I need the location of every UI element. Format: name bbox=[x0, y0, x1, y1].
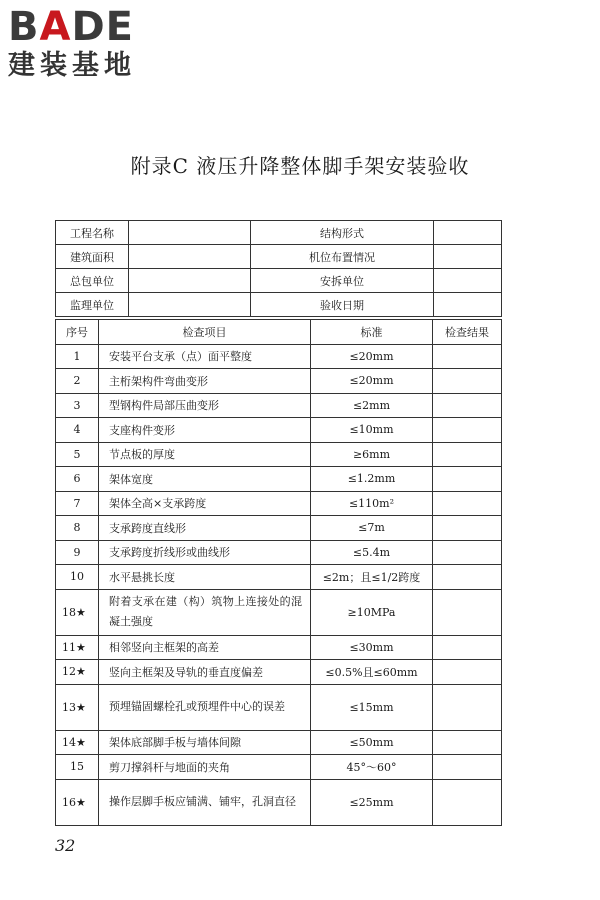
row-standard: 45°～60° bbox=[311, 755, 433, 780]
table-row bbox=[56, 516, 502, 541]
row-standard: ≤2mm bbox=[311, 393, 433, 418]
info-row bbox=[56, 293, 502, 317]
table-row bbox=[56, 491, 502, 516]
row-number: 18★ bbox=[56, 589, 99, 635]
table-row bbox=[56, 779, 502, 825]
row-result[interactable] bbox=[433, 516, 502, 541]
info-row bbox=[56, 245, 502, 269]
row-standard: ≤15mm bbox=[311, 684, 433, 730]
row-item: 剪刀撑斜杆与地面的夹角 bbox=[99, 755, 311, 780]
logo-subtitle: 建装基地 bbox=[8, 50, 136, 81]
table-row bbox=[56, 467, 502, 492]
info-label: 监理单位 bbox=[56, 293, 129, 317]
row-item: 相邻竖向主框架的高差 bbox=[99, 635, 311, 660]
row-number: 6 bbox=[56, 467, 99, 492]
row-number: 13★ bbox=[56, 684, 99, 730]
info-label: 验收日期 bbox=[251, 293, 434, 317]
table-row bbox=[56, 418, 502, 443]
row-item: 架体宽度 bbox=[99, 467, 311, 492]
table-row bbox=[56, 442, 502, 467]
row-standard: ≤10mm bbox=[311, 418, 433, 443]
logo-wordmark: BADE bbox=[8, 4, 134, 50]
info-row bbox=[56, 269, 502, 293]
row-standard: ≤0.5%且≤60mm bbox=[311, 660, 433, 685]
row-item: 水平悬挑长度 bbox=[99, 565, 311, 590]
table-row bbox=[56, 660, 502, 685]
row-result[interactable] bbox=[433, 755, 502, 780]
brand-logo bbox=[8, 6, 178, 82]
info-label: 工程名称 bbox=[56, 221, 129, 245]
row-number: 4 bbox=[56, 418, 99, 443]
page-title: 附录C 液压升降整体脚手架安装验收 bbox=[130, 154, 470, 178]
row-number: 15 bbox=[56, 755, 99, 780]
page-number: 32 bbox=[55, 836, 76, 855]
info-label: 机位布置情况 bbox=[251, 245, 434, 269]
row-standard: ≤110m² bbox=[311, 491, 433, 516]
row-standard: ≥10MPa bbox=[311, 589, 433, 635]
row-result[interactable] bbox=[433, 589, 502, 635]
row-result[interactable] bbox=[433, 779, 502, 825]
table-row bbox=[56, 730, 502, 755]
table-row bbox=[56, 369, 502, 394]
row-standard: ≤50mm bbox=[311, 730, 433, 755]
row-standard: ≤20mm bbox=[311, 369, 433, 394]
row-number: 5 bbox=[56, 442, 99, 467]
info-value[interactable] bbox=[129, 293, 251, 317]
table-row bbox=[56, 635, 502, 660]
info-label: 结构形式 bbox=[251, 221, 434, 245]
row-item: 安装平台支承（点）面平整度 bbox=[99, 344, 311, 369]
row-standard: ≤25mm bbox=[311, 779, 433, 825]
row-item: 型钢构件局部压曲变形 bbox=[99, 393, 311, 418]
row-result[interactable] bbox=[433, 418, 502, 443]
row-number: 1 bbox=[56, 344, 99, 369]
row-standard: ≤1.2mm bbox=[311, 467, 433, 492]
inspection-table bbox=[55, 319, 502, 826]
row-item: 预埋锚固螺栓孔或预埋件中心的误差 bbox=[99, 684, 311, 730]
row-number: 11★ bbox=[56, 635, 99, 660]
row-standard: ≤7m bbox=[311, 516, 433, 541]
row-result[interactable] bbox=[433, 491, 502, 516]
info-value[interactable] bbox=[129, 221, 251, 245]
row-result[interactable] bbox=[433, 660, 502, 685]
row-item: 架体底部脚手板与墙体间隙 bbox=[99, 730, 311, 755]
row-result[interactable] bbox=[433, 344, 502, 369]
header-item: 检查项目 bbox=[99, 320, 311, 345]
row-result[interactable] bbox=[433, 635, 502, 660]
row-number: 10 bbox=[56, 565, 99, 590]
info-value[interactable] bbox=[434, 269, 502, 293]
row-number: 14★ bbox=[56, 730, 99, 755]
info-value[interactable] bbox=[434, 221, 502, 245]
row-standard: ≤2m；且≤1/2跨度 bbox=[311, 565, 433, 590]
row-number: 7 bbox=[56, 491, 99, 516]
info-label: 建筑面积 bbox=[56, 245, 129, 269]
row-item: 附着支承在建（构）筑物上连接处的混凝土强度 bbox=[99, 589, 311, 635]
header-result: 检查结果 bbox=[433, 320, 502, 345]
header-no: 序号 bbox=[56, 320, 99, 345]
row-standard: ≤20mm bbox=[311, 344, 433, 369]
info-value[interactable] bbox=[129, 269, 251, 293]
table-row bbox=[56, 393, 502, 418]
row-item: 支承跨度折线形或曲线形 bbox=[99, 540, 311, 565]
row-standard: ≤5.4m bbox=[311, 540, 433, 565]
row-number: 3 bbox=[56, 393, 99, 418]
row-item: 节点板的厚度 bbox=[99, 442, 311, 467]
row-item: 支座构件变形 bbox=[99, 418, 311, 443]
row-result[interactable] bbox=[433, 565, 502, 590]
row-result[interactable] bbox=[433, 369, 502, 394]
row-result[interactable] bbox=[433, 442, 502, 467]
row-standard: ≤30mm bbox=[311, 635, 433, 660]
row-item: 操作层脚手板应铺满、铺牢，孔洞直径 bbox=[99, 779, 311, 825]
info-value[interactable] bbox=[434, 245, 502, 269]
info-label: 安拆单位 bbox=[251, 269, 434, 293]
row-item: 竖向主框架及导轨的垂直度偏差 bbox=[99, 660, 311, 685]
row-standard: ≥6mm bbox=[311, 442, 433, 467]
row-number: 2 bbox=[56, 369, 99, 394]
row-number: 16★ bbox=[56, 779, 99, 825]
row-result[interactable] bbox=[433, 540, 502, 565]
info-row bbox=[56, 221, 502, 245]
row-result[interactable] bbox=[433, 730, 502, 755]
row-item: 主桁架构件弯曲变形 bbox=[99, 369, 311, 394]
table-row bbox=[56, 565, 502, 590]
row-number: 9 bbox=[56, 540, 99, 565]
table-row bbox=[56, 540, 502, 565]
info-value[interactable] bbox=[434, 293, 502, 317]
table-row bbox=[56, 589, 502, 635]
row-item: 支承跨度直线形 bbox=[99, 516, 311, 541]
info-value[interactable] bbox=[129, 245, 251, 269]
table-row bbox=[56, 344, 502, 369]
header-standard: 标准 bbox=[311, 320, 433, 345]
row-result[interactable] bbox=[433, 684, 502, 730]
row-number: 12★ bbox=[56, 660, 99, 685]
row-result[interactable] bbox=[433, 393, 502, 418]
info-label: 总包单位 bbox=[56, 269, 129, 293]
row-item: 架体全高×支承跨度 bbox=[99, 491, 311, 516]
row-number: 8 bbox=[56, 516, 99, 541]
table-row bbox=[56, 755, 502, 780]
table-row bbox=[56, 684, 502, 730]
project-info-table bbox=[55, 220, 502, 317]
row-result[interactable] bbox=[433, 467, 502, 492]
